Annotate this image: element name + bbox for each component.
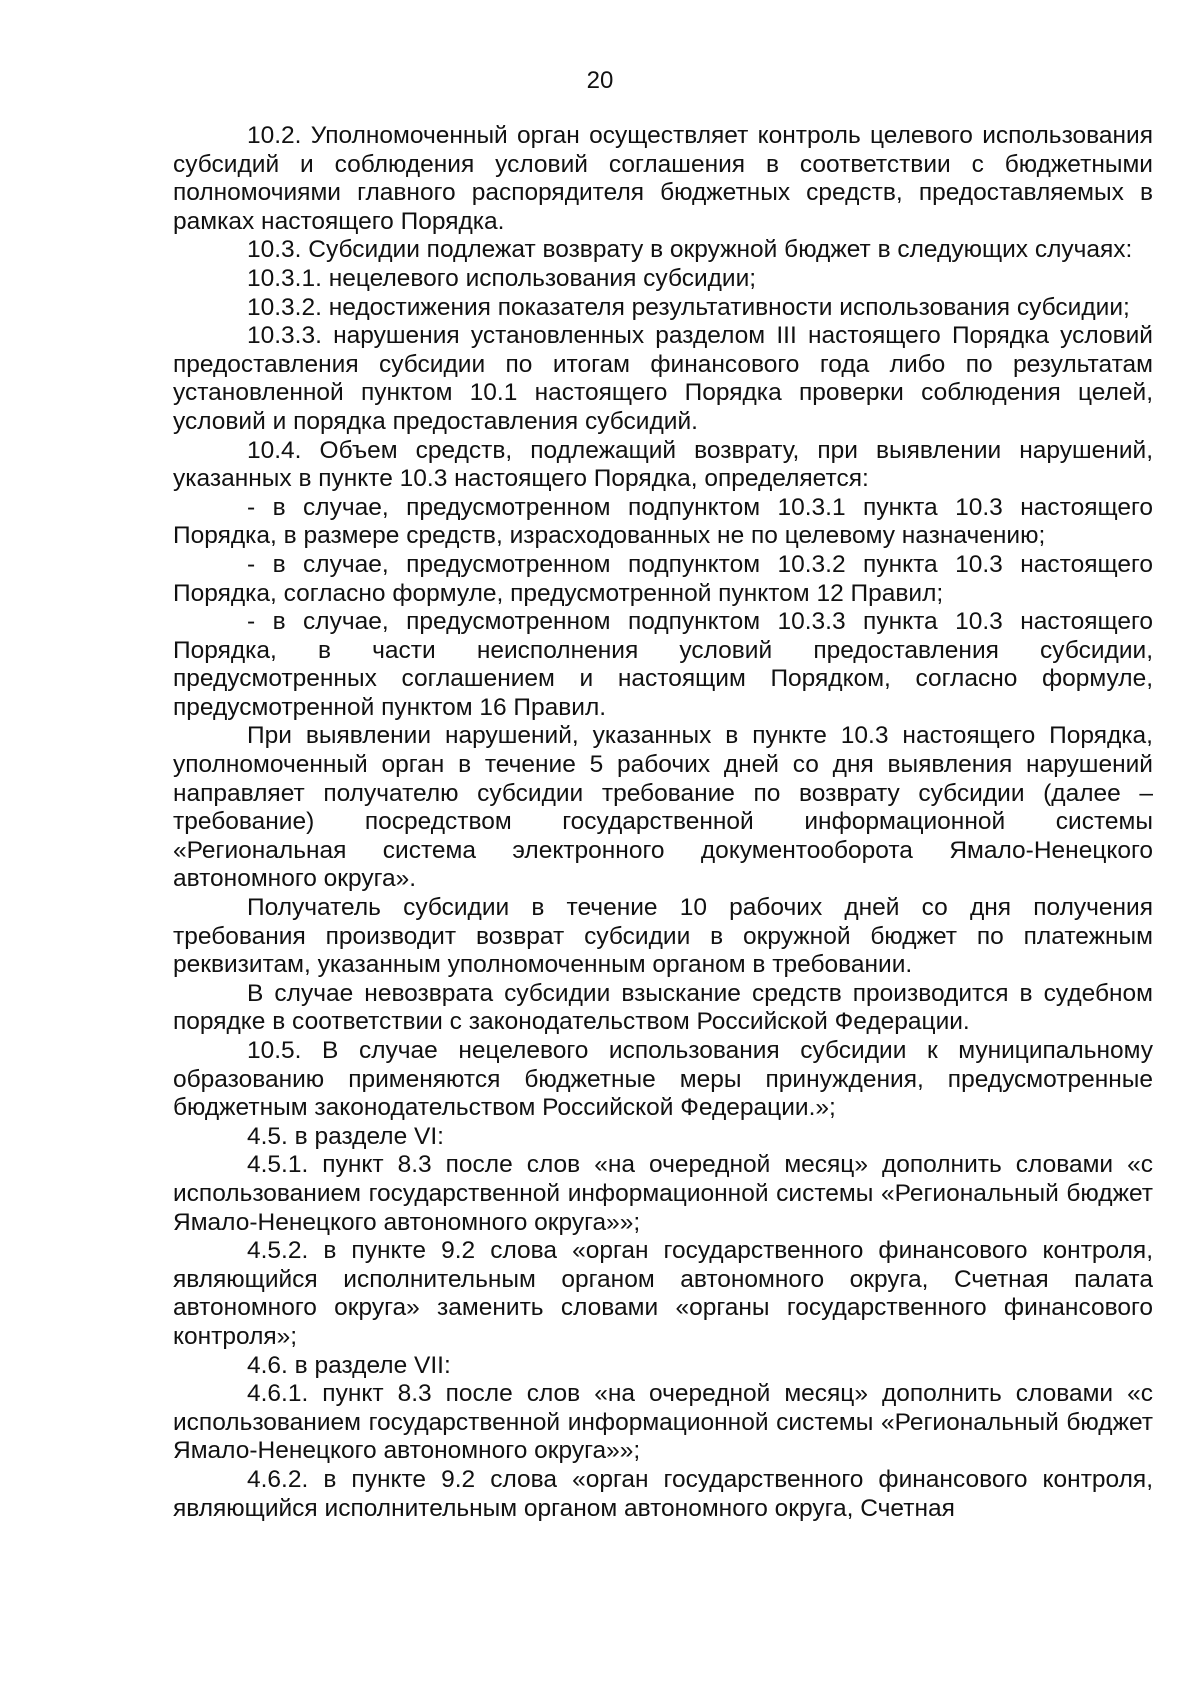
paragraph-10-3-1: 10.3.1. нецелевого использования субсидии; bbox=[247, 264, 757, 292]
paragraph-4-5-2: 4.5.2. в пункте 9.2 слова «орган государственного финансового контроля, являющийся исполнительным органом автономного округа, Счетная палата автономного округа» заменить словами «органы государственного финансового контроля»; bbox=[173, 1237, 1153, 1350]
paragraph-4-5: 4.5. в разделе VI: bbox=[247, 1122, 444, 1150]
paragraph-violation-notice: При выявлении нарушений, указанных в пункте 10.3 настоящего Порядка, уполномоченный орган в течение 5 рабочих дней со дня выявления нарушений направляет получателю субсидии требование по возврату субсидии (далее – требование) посредством государственной информационной системы «Региональная система электронного документооборота Ямало-Ненецкого автономного округа». bbox=[173, 722, 1153, 893]
paragraph-court-recovery: В случае невозврата субсидии взыскание средств производится в судебном порядке в соответствии с законодательством Российской Федерации. bbox=[173, 979, 1153, 1036]
paragraph-10-3: 10.3. Субсидии подлежат возврату в окружной бюджет в следующих случаях: bbox=[247, 236, 1133, 264]
paragraph-10-3-3: 10.3.3. нарушения установленных разделом III настоящего Порядка условий предоставления субсидии по итогам финансового года либо по результатам установленной пунктом 10.1 настоящего Порядка проверки соблюдения целей, условий и порядка предоставления субсидий. bbox=[173, 322, 1153, 435]
page-number: 20 bbox=[586, 67, 614, 94]
paragraph-10-4-case-3: - в случае, предусмотренном подпунктом 10.3.3 пункта 10.3 настоящего Порядка, в части неисполнения условий предоставления субсидии, предусмотренных соглашением и настоящим Порядком, согласно формуле, предусмотренной пунктом 16 Правил. bbox=[173, 608, 1153, 721]
paragraph-10-5: 10.5. В случае нецелевого использования субсидии к муниципальному образованию применяются бюджетные меры принуждения, предусмотренные бюджетным законодательством Российской Федерации.»; bbox=[173, 1037, 1153, 1122]
paragraph-10-3-2: 10.3.2. недостижения показателя результативности использования субсидии; bbox=[247, 293, 1130, 321]
paragraph-4-6-1: 4.6.1. пункт 8.3 после слов «на очередной месяц» дополнить словами «с использованием государственной информационной системы «Региональный бюджет Ямало-Ненецкого автономного округа»»; bbox=[173, 1380, 1153, 1465]
document-body bbox=[173, 122, 1153, 1523]
paragraph-refund-term: Получатель субсидии в течение 10 рабочих дней со дня получения требования производит возврат субсидии в окружной бюджет по платежным реквизитам, указанным уполномоченным органом в требовании. bbox=[173, 894, 1153, 979]
paragraph-4-6-2: 4.6.2. в пункте 9.2 слова «орган государственного финансового контроля, являющийся исполнительным органом автономного округа, Счетная bbox=[173, 1465, 1153, 1522]
paragraph-10-4-case-1: - в случае, предусмотренном подпунктом 10.3.1 пункта 10.3 настоящего Порядка, в размере средств, израсходованных не по целевому назначению; bbox=[173, 493, 1153, 550]
paragraph-4-5-1: 4.5.1. пункт 8.3 после слов «на очередной месяц» дополнить словами «с использованием государственной информационной системы «Региональный бюджет Ямало-Ненецкого автономного округа»»; bbox=[173, 1151, 1153, 1236]
paragraph-4-6: 4.6. в разделе VII: bbox=[247, 1351, 451, 1379]
paragraph-10-4: 10.4. Объем средств, подлежащий возврату, при выявлении нарушений, указанных в пункте 10.3 настоящего Порядка, определяется: bbox=[173, 436, 1153, 493]
paragraph-10-2: 10.2. Уполномоченный орган осуществляет контроль целевого использования субсидий и соблюдения условий соглашения в соответствии с бюджетными полномочиями главного распорядителя бюджетных средств, предоставляемых в рамках настоящего Порядка. bbox=[173, 122, 1153, 235]
paragraph-10-4-case-2: - в случае, предусмотренном подпунктом 10.3.2 пункта 10.3 настоящего Порядка, согласно формуле, предусмотренной пунктом 12 Правил; bbox=[173, 550, 1153, 607]
